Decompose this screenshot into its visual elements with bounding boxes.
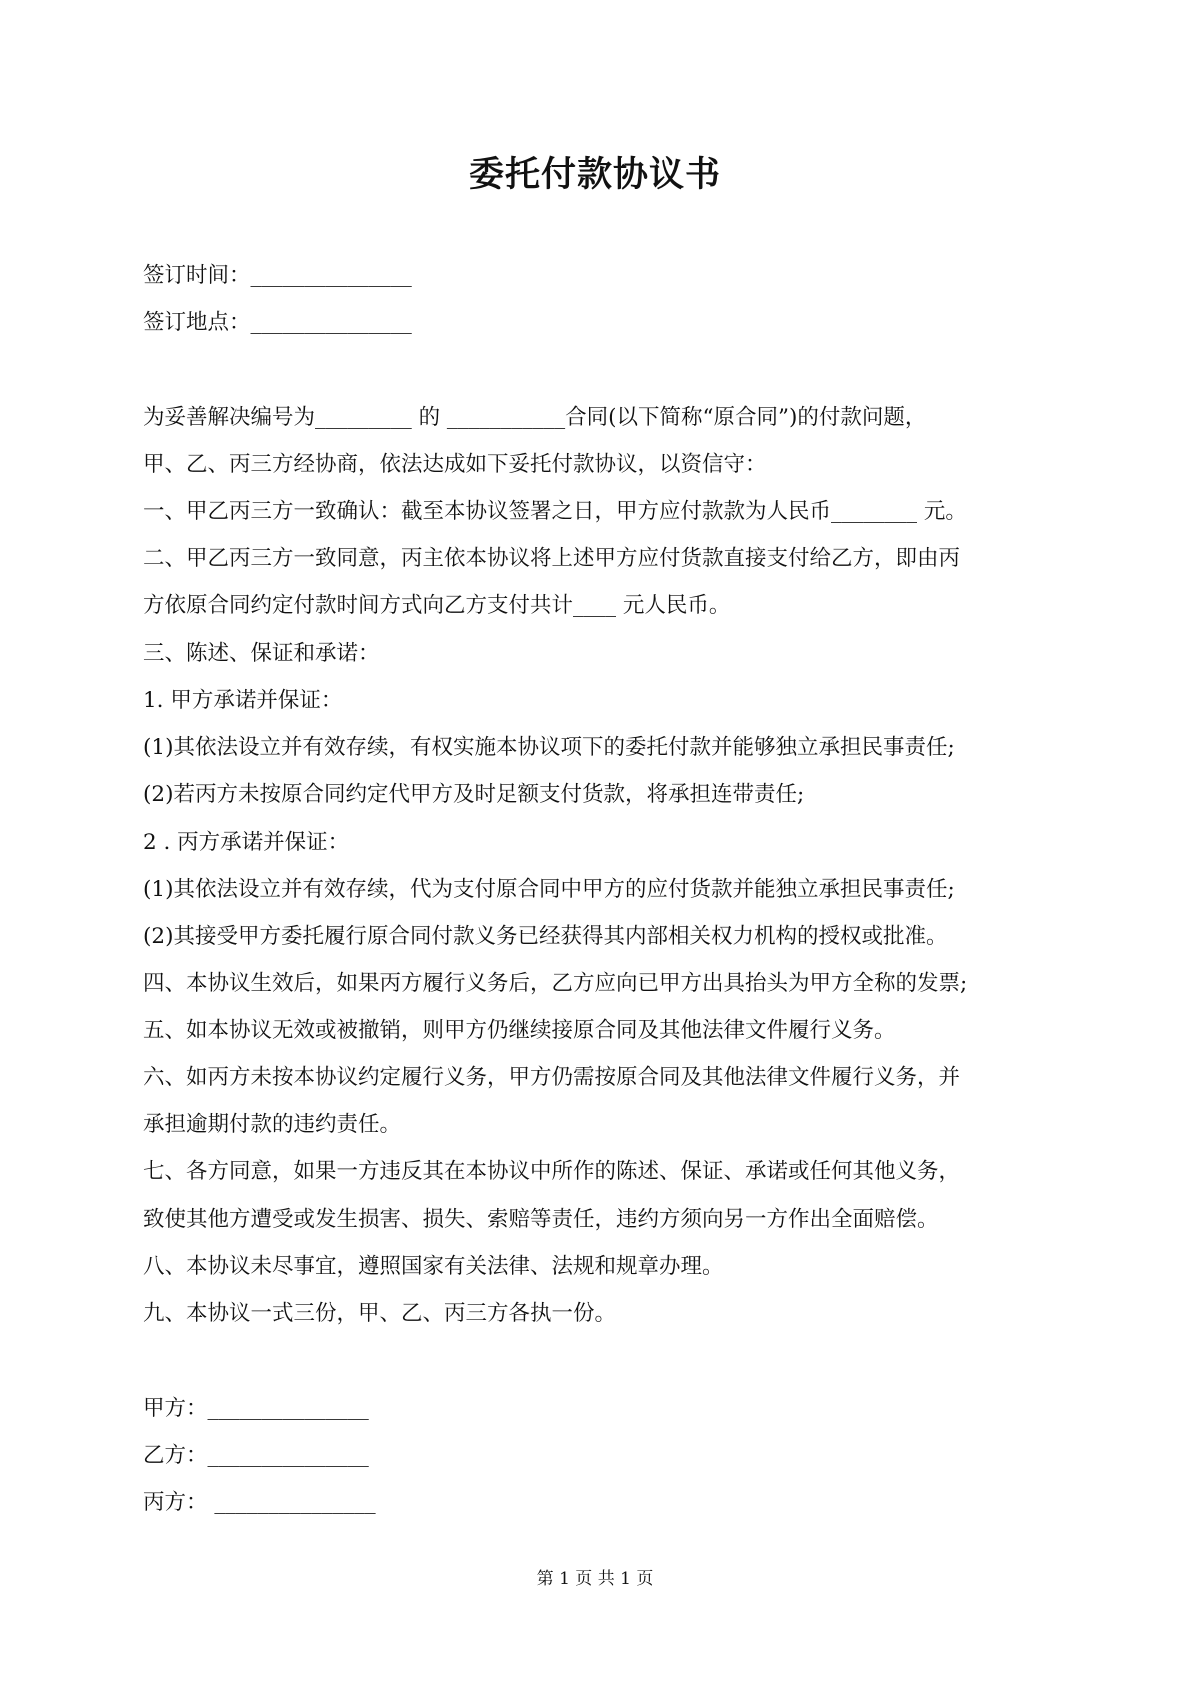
paragraph-intro-2: 甲、乙、丙三方经协商，依法达成如下妥托付款协议，以资信守： [143,452,767,477]
clause-5: 五、如本协议无效或被撤销，则甲方仍继续接原合同及其他法律文件履行义务。 [143,1018,896,1043]
clause-3-heading: 三、陈述、保证和承诺： [143,641,380,666]
clause-2-line-1: 二、甲乙丙三方一致同意，丙主依本协议将上述甲方应付货款直接支付给乙方，即由丙 [143,546,961,571]
document-title: 委托付款协议书 [468,154,721,195]
party-a-signature: 甲方：_______________ [143,1396,369,1421]
clause-7-line-2: 致使其他方遭受或发生损害、损失、索赔等责任，违约方须向另一方作出全面赔偿。 [143,1207,939,1232]
page-footer: 第 1 页 共 1 页 [536,1569,654,1589]
clause-7-line-1: 七、各方同意，如果一方违反其在本协议中所作的陈述、保证、承诺或任何其他义务， [143,1159,961,1184]
clause-3-2-heading: 2 . 丙方承诺并保证： [143,830,350,855]
paragraph-intro-1: 为妥善解决编号为_________ 的 ___________合同(以下简称“原合同”)的付款问题， [143,405,927,430]
clause-2-line-2: 方依原合同约定付款时间方式向乙方支付共计____ 元人民币。 [143,593,731,618]
party-c-signature: 丙方： _______________ [143,1490,376,1515]
party-b-signature: 乙方：_______________ [143,1443,369,1468]
clause-6-line-1: 六、如丙方未按本协议约定履行义务，甲方仍需按原合同及其他法律文件履行义务，并 [143,1065,961,1090]
clause-8: 八、本协议未尽事宜，遵照国家有关法律、法规和规章办理。 [143,1254,724,1279]
clause-1: 一、甲乙丙三方一致确认：截至本协议签署之日，甲方应付款款为人民币________ 元。 [143,499,967,524]
clause-3-2-item-1: (1)其依法设立并有效存续，代为支付原合同中甲方的应付货款并能独立承担民事责任; [143,877,955,902]
clause-4: 四、本协议生效后，如果丙方履行义务后，乙方应向已甲方出具抬头为甲方全称的发票; [143,971,968,996]
clause-6-line-2: 承担逾期付款的违约责任。 [143,1112,402,1137]
clause-3-1-item-1: (1)其依法设立并有效存续，有权实施本协议项下的委托付款并能够独立承担民事责任; [143,735,955,760]
clause-3-2-item-2: (2)其接受甲方委托履行原合同付款义务已经获得其内部相关权力机构的授权或批准。 [143,924,948,949]
clause-9: 九、本协议一式三份，甲、乙、丙三方各执一份。 [143,1301,617,1326]
sign-time-field: 签订时间：_______________ [143,263,412,288]
clause-3-1-heading: 1. 甲方承诺并保证： [143,688,343,713]
clause-3-1-item-2: (2)若丙方未按原合同约定代甲方及时足额支付货款，将承担连带责任; [143,782,805,807]
sign-place-field: 签订地点：_______________ [143,310,412,335]
